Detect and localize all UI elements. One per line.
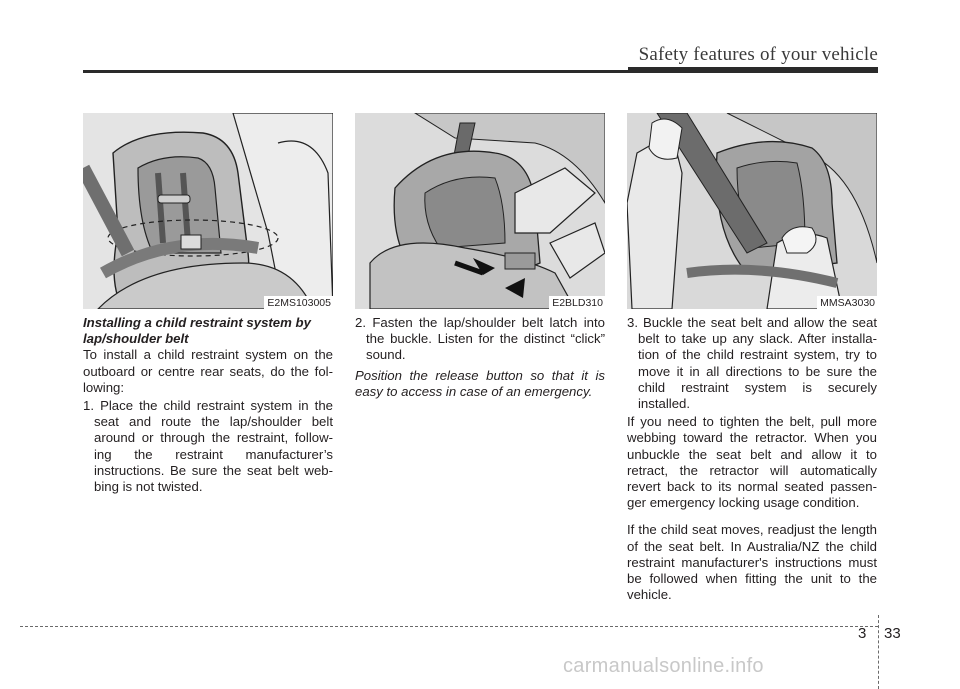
figure-code: E2MS103005: [264, 296, 333, 309]
step-1: 1. Place the child restraint system in the seat and route the lap/shoulder belt around or through the restraint, follow-ing the restraint manufacturer’s instructions. Be sure the seat belt web-bing is not twisted.: [83, 398, 333, 495]
figure-tighten-belt: [627, 113, 877, 309]
section-heading: [83, 315, 333, 347]
emergency-note: Position the release button so that it is easy to access in case of an emergency.: [355, 367, 605, 399]
figure-code: MMSA3030: [817, 296, 877, 309]
heading-line-1: Installing a child restraint system by: [83, 315, 311, 330]
figure-fasten-buckle: [355, 113, 605, 309]
tighten-belt-illustration: [627, 113, 877, 309]
readjust-paragraph: If the child seat moves, readjust the length of the seat belt. In Australia/NZ the child restraint manufacturer's instructions must be followed when fitting the unit to the vehicle.: [627, 522, 877, 603]
buckle-illustration: [355, 113, 605, 309]
header-rule-accent: [628, 67, 878, 73]
column-1: [83, 315, 333, 495]
footer-dashed-divider: [878, 615, 879, 689]
watermark: carmanualsonline.info: [563, 655, 764, 677]
step-3: 3. Buckle the seat belt and allow the seat belt to take up any slack. After installa-tion of the child restraint system, try to move it in all directions to be sure the child restraint system is securely installed.: [627, 315, 877, 412]
tighten-paragraph: If you need to tighten the belt, pull more webbing toward the retractor. When you unbuckle the seat belt and allow it to retract, the retractor will automatically revert back to its normal seated passen-ger emergency locking usage condition.: [627, 414, 877, 511]
child-seat-illustration: [83, 113, 333, 309]
step-2: 2. Fasten the lap/shoulder belt latch into the buckle. Listen for the distinct “click” sound.: [355, 315, 605, 363]
column-2: [355, 315, 605, 400]
intro-paragraph: To install a child restraint system on the outboard or centre rear seats, do the fol-lowing:: [83, 347, 333, 395]
figure-code: E2BLD310: [549, 296, 605, 309]
heading-line-2: lap/shoulder belt: [83, 331, 189, 347]
column-3: [627, 315, 877, 603]
chapter-number: 3: [858, 625, 867, 642]
page-number: 33: [884, 625, 901, 642]
figure-child-seat-rear: [83, 113, 333, 309]
footer-dashed-rule: [20, 626, 878, 627]
header-title: Safety features of your vehicle: [638, 44, 878, 65]
